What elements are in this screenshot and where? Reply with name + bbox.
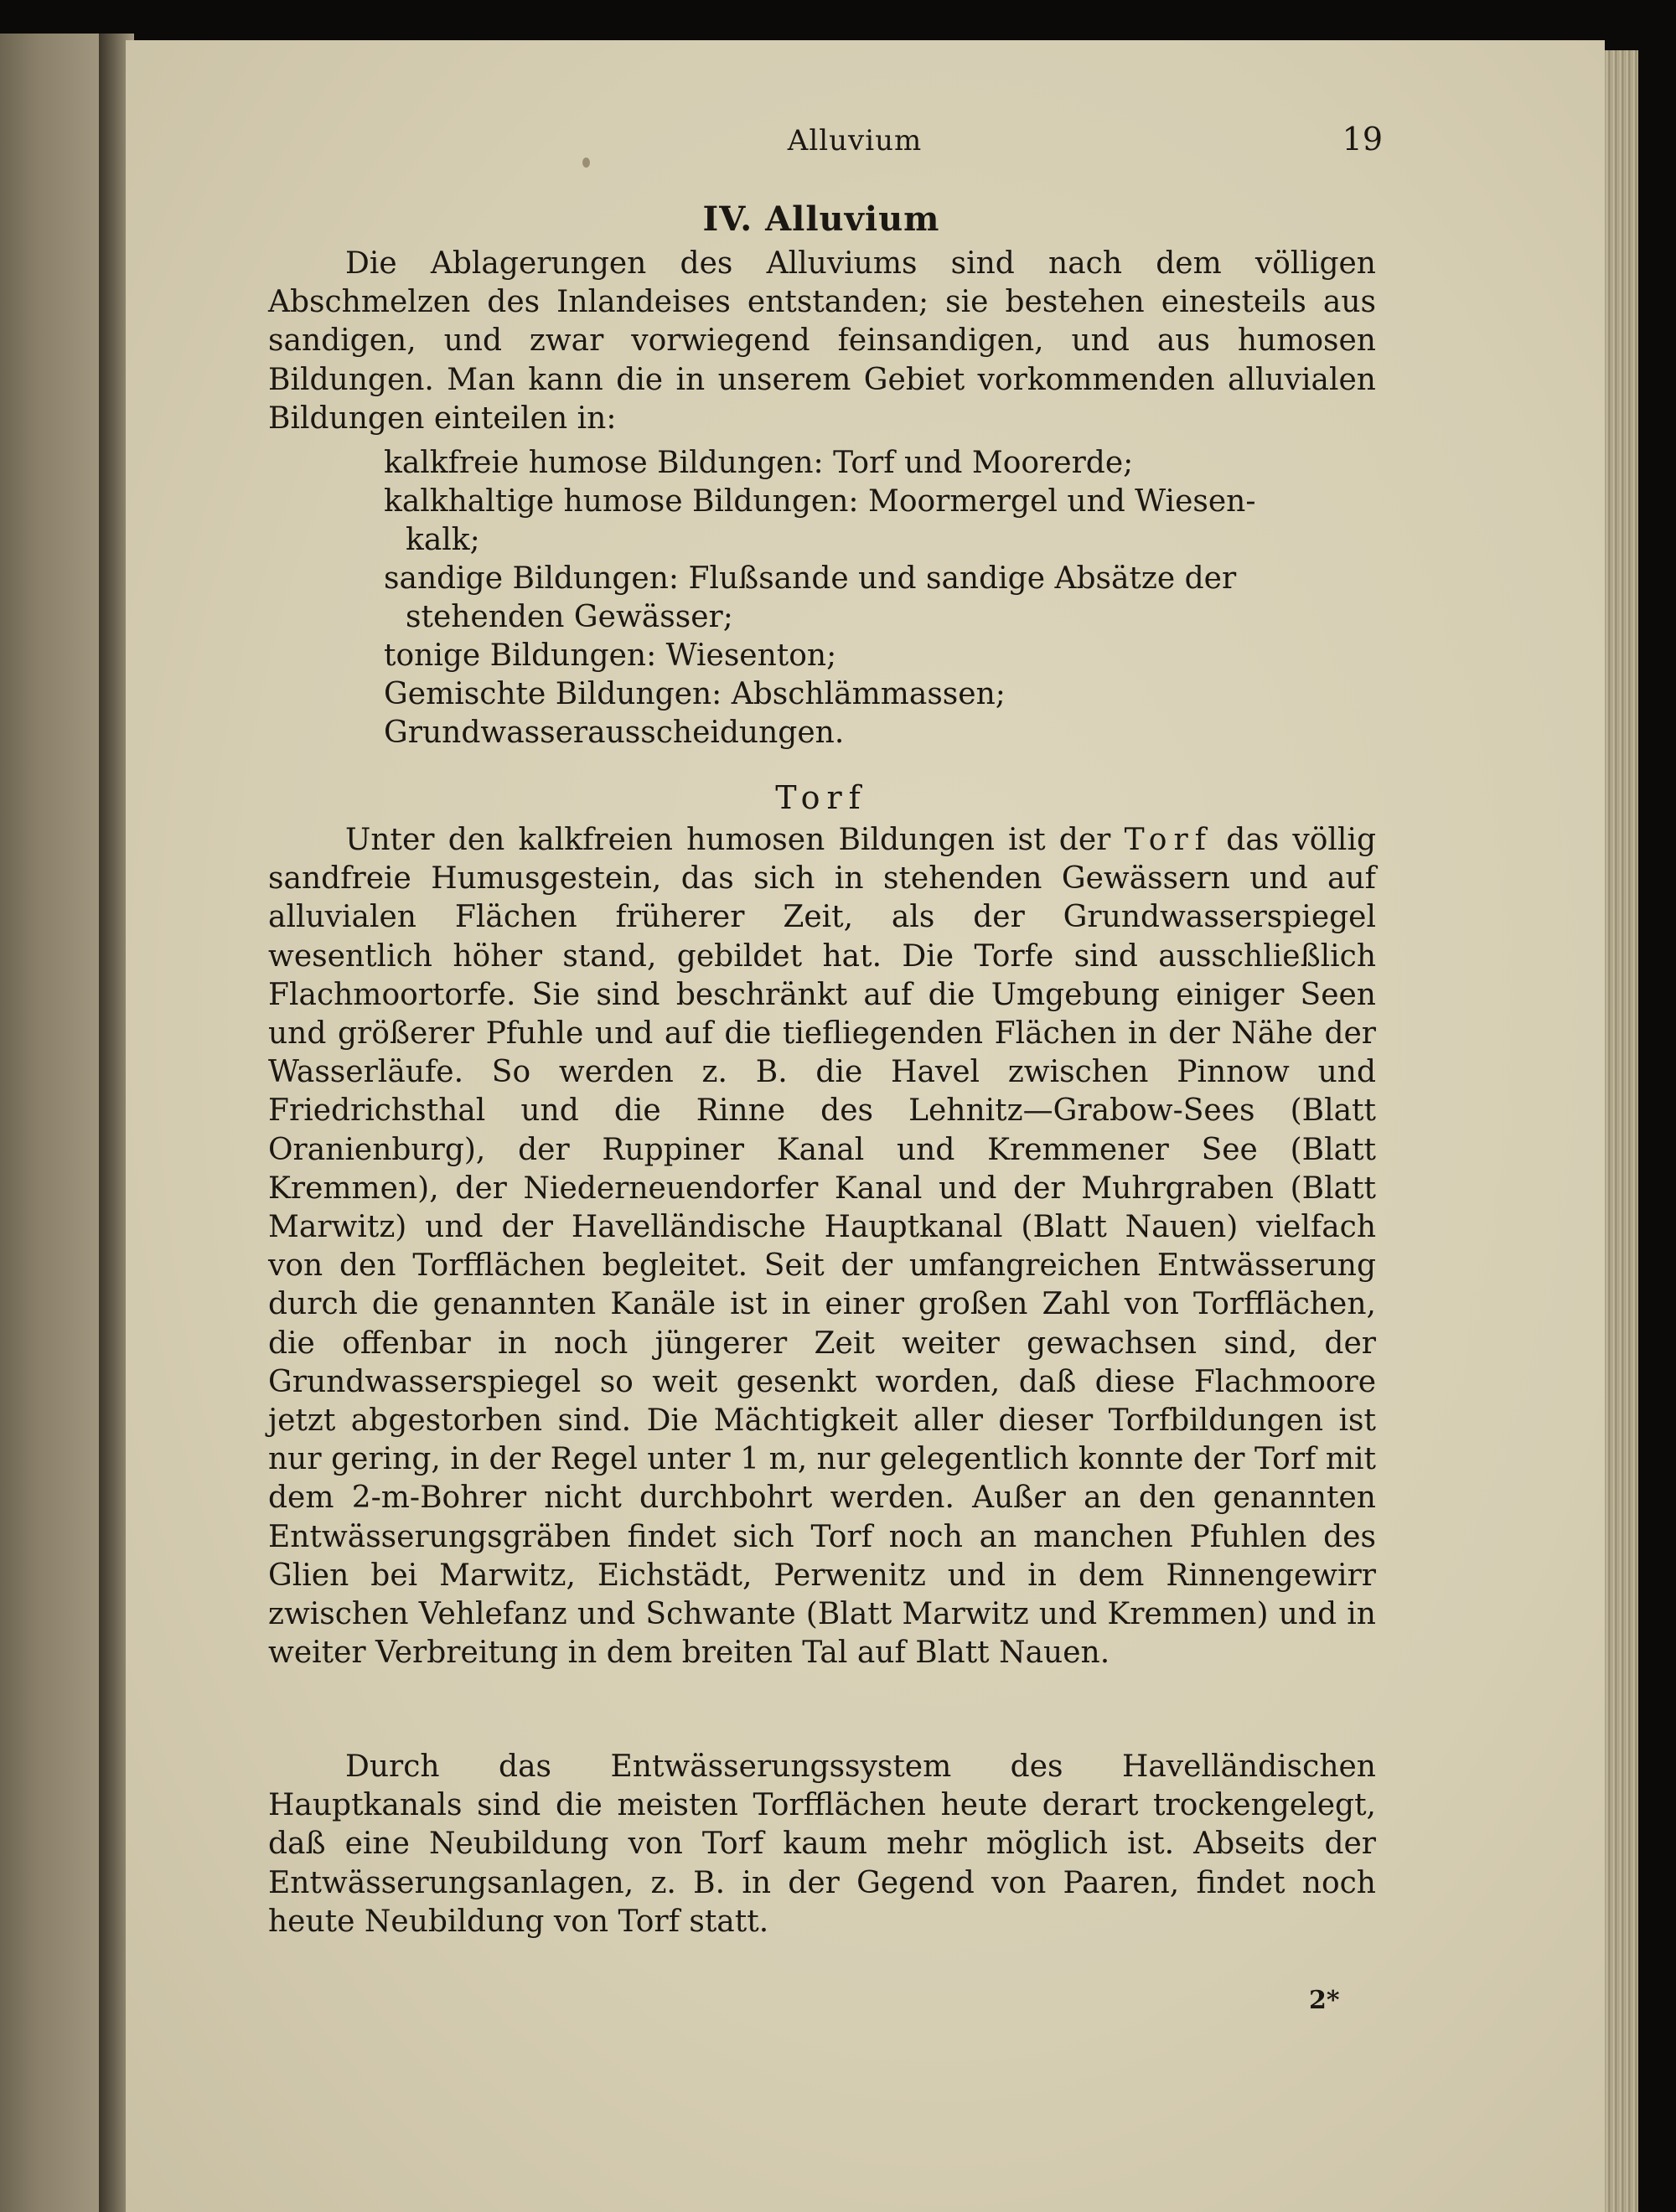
- paragraph-text: [268, 821, 1376, 1672]
- list-item-continuation: stehenden Gewässer;: [406, 600, 733, 635]
- ink-speck: [582, 158, 590, 168]
- body-paragraph: [268, 1748, 1376, 1941]
- paragraph-rest: das völlig sandfreie Humusgestein, das sich in stehenden Gewässern und auf alluvialen Flächen früherer Zeit, als der Grundwasserspiegel wesentlich höher stand, gebildet hat. Die Torfe sind ausschließlich Flachmoortorfe. Sie sind beschränkt auf die Umgebung einiger Seen und größerer Pfuhle und auf die tiefliegenden Flächen in der Nähe der Wasserläufe. So werden z. B. die Havel zwischen Pinnow und Friedrichsthal und die Rinne des Lehnitz—Grabow-Sees (Blatt Oranienburg), der Ruppiner Kanal und Kremmener See (Blatt Kremmen), der Niederneuendorfer Kanal und der Muhrgraben (Blatt Marwitz) und der Havelländische Hauptkanal (Blatt Nauen) vielfach von den Torfflächen begleitet. Seit der umfangreichen Entwässerung durch die genannten Kanäle ist in einer großen Zahl von Torfflächen, die offenbar in noch jüngerer Zeit weiter gewachsen sind, der Grundwasserspiegel so weit gesenkt worden, daß diese Flachmoore jetzt abgestorben sind. Die Mächtigkeit aller dieser Torfbildungen ist nur gering, in der Regel unter 1 m, nur gelegentlich konnte der Torf mit dem 2-m-Bohrer nicht durchbohrt werden. Außer an den genannten Entwässerungsgräben findet sich Torf noch an manchen Pfuhlen des Glien bei Marwitz, Eichstädt, Perwenitz und in dem Rinnengewirr zwischen Vehlefanz und Schwante (Blatt Marwitz und Kremmen) und in weiter Verbreitung in dem breiten Tal auf Blatt Nauen.: [268, 823, 1377, 1671]
- list-item: [384, 714, 1376, 752]
- list-item-continuation: kalk;: [406, 523, 480, 558]
- list-item-text: sandige Bildungen: Flußsande und sandige Absätze der: [384, 561, 1237, 596]
- intro-paragraph: [268, 245, 1376, 438]
- section-title: Torf: [775, 779, 867, 816]
- paragraph-start: Unter den kalkfreien humosen Bildungen ist der: [345, 823, 1125, 857]
- list-item: [384, 560, 1376, 637]
- chapter-title: IV. Alluvium: [702, 199, 940, 239]
- list-item: [384, 444, 1376, 483]
- running-title: Alluvium: [787, 124, 923, 158]
- intro-text: Die Ablagerungen des Alluviums sind nach dem völligen Abschmelzen des Inlandeises entstanden; sie bestehen einesteils aus sandigen, und zwar vorwiegend feinsandigen, und aus humosen Bildungen. Man kann die in unserem Gebiet vorkommenden alluvialen Bildungen einteilen in:: [268, 246, 1376, 436]
- list-item: [384, 637, 1376, 675]
- emphasized-term: Torf: [1124, 823, 1213, 857]
- list-item: [384, 675, 1376, 714]
- paragraph-text: Durch das Entwässerungssystem des Havelländischen Hauptkanals sind die meisten Torfflächen heute derart trockengelegt, daß eine Neubildung von Torf kaum mehr möglich ist. Abseits der Entwässerungsanlagen, z. B. in der Gegend von Paaren, findet noch heute Neubildung von Torf statt.: [268, 1749, 1376, 1939]
- list-item-text: Gemischte Bildungen: Abschlämmassen;: [384, 677, 1006, 711]
- signature-mark: 2*: [1309, 1986, 1340, 2015]
- list-item-text: kalkhaltige humose Bildungen: Moormergel und Wiesen-: [384, 484, 1256, 519]
- page-header: [260, 121, 1383, 174]
- body-paragraph: [268, 821, 1376, 1672]
- list-item-text: kalkfreie humose Bildungen: Torf und Moorerde;: [384, 446, 1134, 480]
- list-item-text: Grundwasserausscheidungen.: [384, 716, 845, 750]
- facing-page-edge: [0, 34, 109, 2212]
- list-item: [384, 483, 1376, 560]
- page-stack-edge: [1605, 50, 1638, 2212]
- page-number: 19: [1342, 121, 1383, 158]
- list-item-text: tonige Bildungen: Wiesenton;: [384, 638, 837, 673]
